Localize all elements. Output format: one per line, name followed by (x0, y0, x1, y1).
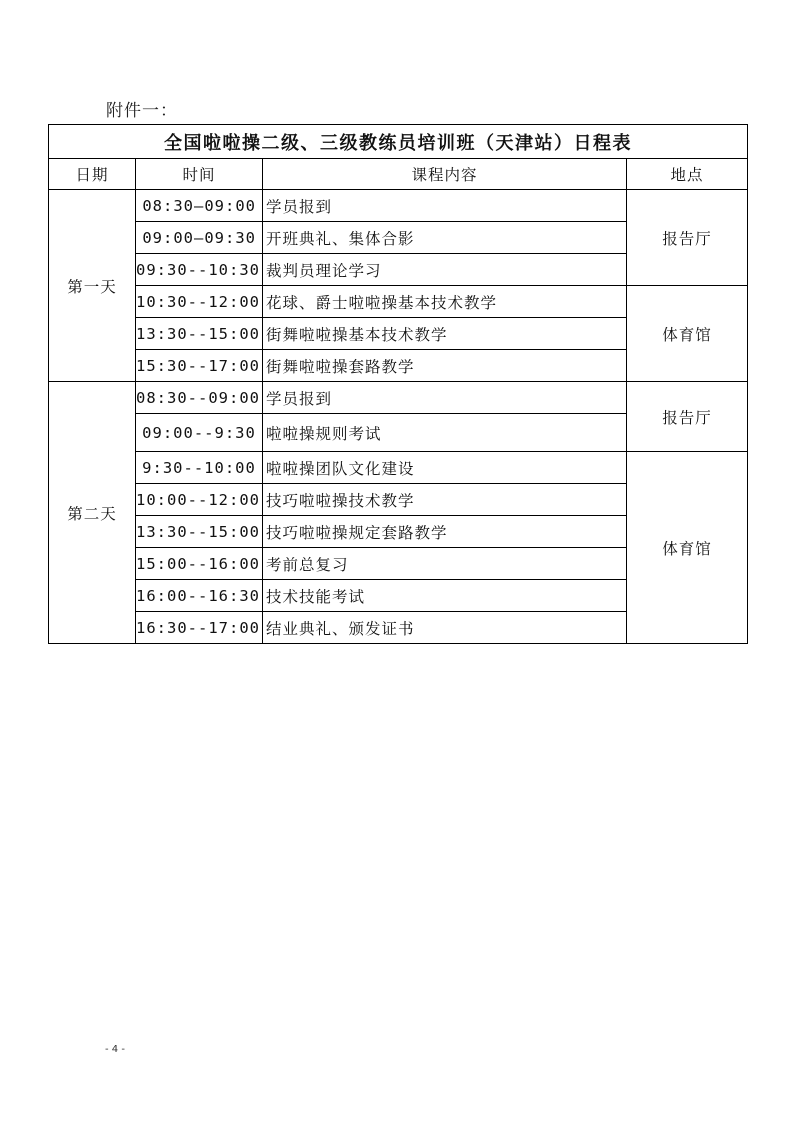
time-cell: 15:30--17:00 (136, 350, 263, 382)
location-cell: 体育馆 (627, 452, 748, 644)
schedule-table (48, 124, 748, 644)
table-row (49, 452, 748, 484)
time-cell: 08:30--09:00 (136, 382, 263, 414)
time-cell: 09:00--9:30 (136, 414, 263, 452)
table-row (49, 190, 748, 222)
content-cell: 学员报到 (263, 382, 627, 414)
content-cell: 技术技能考试 (263, 580, 627, 612)
time-cell: 9:30--10:00 (136, 452, 263, 484)
time-cell: 13:30--15:00 (136, 516, 263, 548)
content-cell: 结业典礼、颁发证书 (263, 612, 627, 644)
header-content: 课程内容 (263, 159, 627, 190)
time-cell: 09:00—09:30 (136, 222, 263, 254)
time-cell: 16:00--16:30 (136, 580, 263, 612)
content-cell: 学员报到 (263, 190, 627, 222)
location-cell: 报告厅 (627, 190, 748, 286)
header-location: 地点 (627, 159, 748, 190)
header-date: 日期 (49, 159, 136, 190)
location-cell: 报告厅 (627, 382, 748, 452)
table-row (49, 382, 748, 414)
page-number: - 4 - (105, 1044, 125, 1055)
day-label: 第二天 (49, 382, 136, 644)
content-cell: 考前总复习 (263, 548, 627, 580)
content-cell: 街舞啦啦操基本技术教学 (263, 318, 627, 350)
location-cell: 体育馆 (627, 286, 748, 382)
time-cell: 15:00--16:00 (136, 548, 263, 580)
time-cell: 13:30--15:00 (136, 318, 263, 350)
content-cell: 技巧啦啦操规定套路教学 (263, 516, 627, 548)
time-cell: 16:30--17:00 (136, 612, 263, 644)
time-cell: 09:30--10:30 (136, 254, 263, 286)
table-title: 全国啦啦操二级、三级教练员培训班（天津站）日程表 (49, 125, 748, 159)
content-cell: 裁判员理论学习 (263, 254, 627, 286)
content-cell: 啦啦操规则考试 (263, 414, 627, 452)
content-cell: 开班典礼、集体合影 (263, 222, 627, 254)
content-cell: 街舞啦啦操套路教学 (263, 350, 627, 382)
time-cell: 08:30—09:00 (136, 190, 263, 222)
time-cell: 10:00--12:00 (136, 484, 263, 516)
time-cell: 10:30--12:00 (136, 286, 263, 318)
day-label: 第一天 (49, 190, 136, 382)
attachment-label: 附件一： (106, 101, 178, 121)
table-row (49, 286, 748, 318)
header-row (49, 159, 748, 190)
content-cell: 技巧啦啦操技术教学 (263, 484, 627, 516)
header-time: 时间 (136, 159, 263, 190)
content-cell: 啦啦操团队文化建设 (263, 452, 627, 484)
content-cell: 花球、爵士啦啦操基本技术教学 (263, 286, 627, 318)
